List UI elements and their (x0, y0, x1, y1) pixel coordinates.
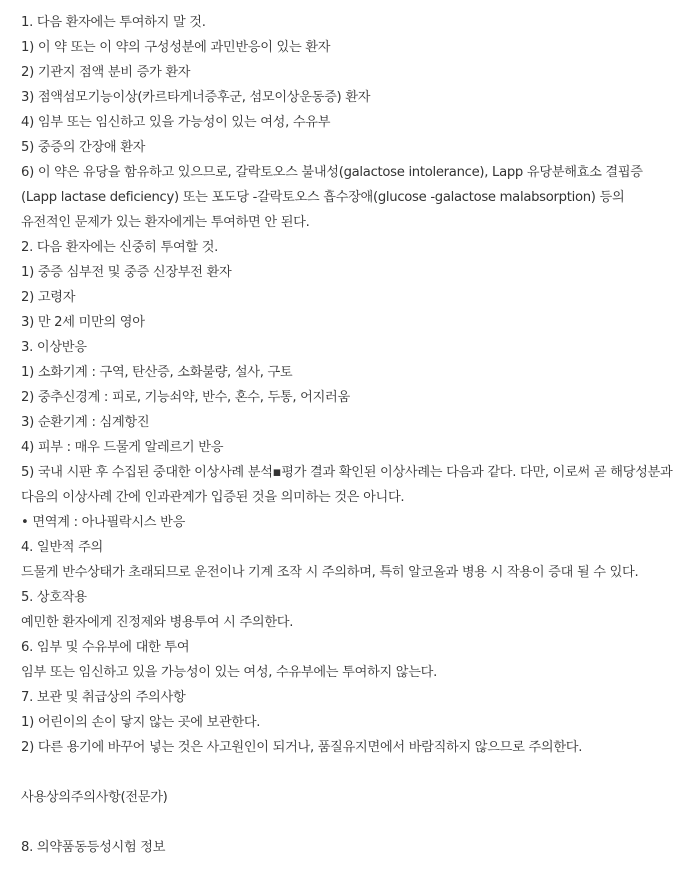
blank-line (21, 810, 677, 835)
text-line: 1) 중증 심부전 및 중증 신장부전 환자 (21, 265, 232, 280)
text-line: 1) 소화기계 : 구역, 탄산증, 소화불량, 설사, 구토 (21, 365, 293, 380)
text-line: 3) 만 2세 미만의 영아 (21, 315, 145, 330)
text-line: 2) 고령자 (21, 290, 76, 305)
text-line: 5) 국내 시판 후 수집된 중대한 이상사례 분석▪평가 결과 확인된 이상사례는 다음과 같다. 다만, 이로써 곧 해당성분과 다음의 이상사례 간에 인과관계가 입증된 것을 의미하는 것은 아니다. (21, 465, 673, 505)
text-line: 5) 중증의 간장애 환자 (21, 140, 146, 155)
blank-line (21, 760, 677, 785)
precautions-document (21, 10, 677, 860)
text-line: 1) 어린이의 손이 닿지 않는 곳에 보관한다. (21, 715, 261, 730)
text-line: 4) 피부 : 매우 드물게 알레르기 반응 (21, 440, 224, 455)
text-line: 2) 다른 용기에 바꾸어 넣는 것은 사고원인이 되거나, 품질유지면에서 바람직하지 않으므로 주의한다. (21, 740, 583, 755)
text-line: 8. 의약품동등성시험 정보 (21, 840, 166, 855)
text-line: 1) 이 약 또는 이 약의 구성성분에 과민반응이 있는 환자 (21, 40, 331, 55)
text-line: 7. 보관 및 취급상의 주의사항 (21, 690, 186, 705)
text-line: 4) 임부 또는 임신하고 있을 가능성이 있는 여성, 수유부 (21, 115, 331, 130)
text-line: 3) 점액섬모기능이상(카르타게너증후군, 섬모이상운동증) 환자 (21, 90, 371, 105)
text-line: 2) 중추신경계 : 피로, 기능쇠약, 반수, 혼수, 두통, 어지러움 (21, 390, 350, 405)
text-line: 3. 이상반응 (21, 340, 87, 355)
text-line: 6) 이 약은 유당을 함유하고 있으므로, 갈락토오스 불내성(galactose intolerance), Lapp 유당분해효소 결핍증(Lapp lactase deficiency) 또는 포도당 -갈락토오스 흡수장애(glucose -galactose malabsorption) 등의 유전적인 문제가 있는 환자에게는 투여하면 안 된다. (21, 165, 643, 230)
text-line: 5. 상호작용 (21, 590, 87, 605)
text-line: 3) 순환기계 : 심계항진 (21, 415, 150, 430)
text-line: 드물게 반수상태가 초래되므로 운전이나 기계 조작 시 주의하며, 특히 알코올과 병용 시 작용이 증대 될 수 있다. (21, 565, 639, 580)
text-line: 6. 임부 및 수유부에 대한 투여 (21, 640, 190, 655)
text-line: 1. 다음 환자에는 투여하지 말 것. (21, 15, 206, 30)
text-line: • 면역계 : 아나필락시스 반응 (21, 515, 186, 530)
text-line: 2) 기관지 점액 분비 증가 환자 (21, 65, 191, 80)
text-line: 2. 다음 환자에는 신중히 투여할 것. (21, 240, 219, 255)
text-line: 임부 또는 임신하고 있을 가능성이 있는 여성, 수유부에는 투여하지 않는다. (21, 665, 437, 680)
text-line: 4. 일반적 주의 (21, 540, 103, 555)
text-line: 사용상의주의사항(전문가) (21, 790, 168, 805)
text-line: 예민한 환자에게 진정제와 병용투여 시 주의한다. (21, 615, 294, 630)
